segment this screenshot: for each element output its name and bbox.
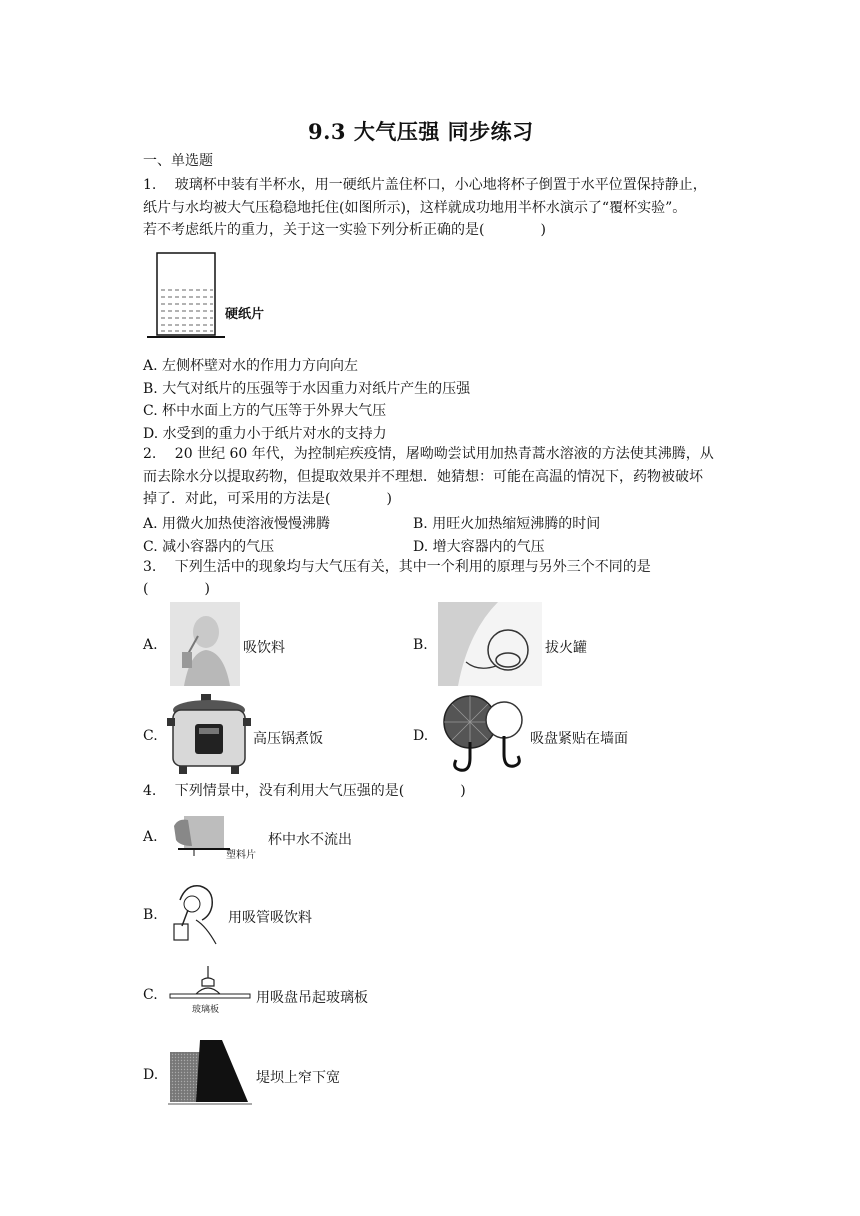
q3-option-c-text: 高压锅煮饭 (253, 731, 323, 747)
q4-option-d-letter: D. (143, 1067, 159, 1083)
drinking-person-image (170, 602, 240, 686)
q1-option-a: A. 左侧杯壁对水的作用力方向向左 (143, 358, 359, 374)
q3-option-c-letter: C. (143, 728, 158, 744)
cup-figure-label: 硬纸片 (225, 307, 265, 322)
q4-option-c-letter: C. (143, 987, 158, 1003)
suction-hook-image (440, 692, 528, 780)
page-title: 9.3 大气压强 同步练习 (308, 119, 534, 144)
q3-option-b-text: 拔火罐 (545, 640, 587, 656)
cupping-glass-image (438, 602, 542, 686)
q1-option-b: B. 大气对纸片的压强等于水因重力对纸片产生的压强 (143, 381, 471, 397)
q2-option-b: B. 用旺火加热缩短沸腾的时间 (413, 516, 601, 532)
q2-option-d: D. 增大容器内的气压 (413, 539, 545, 555)
q3-option-d-text: 吸盘紧贴在墙面 (530, 731, 628, 747)
glass-plate-label: 玻璃板 (192, 1005, 220, 1015)
q4-option-b-letter: B. (143, 907, 158, 923)
cup-figure (143, 250, 273, 342)
q3-option-b-letter: B. (413, 637, 428, 653)
q3-line-1: 3. 下列生活中的现象均与大气压有关，其中一个利用的原理与另外三个不同的是 (143, 559, 651, 575)
q1-option-c: C. 杯中水面上方的气压等于外界大气压 (143, 403, 387, 419)
q3-line-2: ( ) (143, 581, 210, 597)
q4-option-b-text: 用吸管吸饮料 (228, 910, 312, 926)
q2-line-1: 2. 20 世纪 60 年代，为控制疟疾疫情，屠呦呦尝试用加热青蒿水溶液的方法使其沸腾，从 (143, 446, 714, 462)
pressure-cooker-image (167, 692, 251, 778)
q1-line-1: 1. 玻璃杯中装有半杯水，用一硬纸片盖住杯口，小心地将杯子倒置于水平位置保持静止， (143, 177, 707, 193)
q1-line-3: 若不考虑纸片的重力，关于这一实验下列分析正确的是( ) (143, 222, 546, 238)
q4-option-a-letter: A. (143, 829, 158, 845)
cup-plastic-sheet-image (170, 812, 234, 858)
q4-option-c-text: 用吸盘吊起玻璃板 (256, 990, 368, 1006)
q2-line-2: 而去除水分以提取药物，但提取效果并不理想．她猜想：可能在高温的情况下，药物被破坏 (143, 469, 703, 485)
section-heading: 一、单选题 (143, 153, 213, 169)
q2-option-c: C. 减小容器内的气压 (143, 539, 275, 555)
q2-option-a: A. 用微火加热使溶液慢慢沸腾 (143, 516, 331, 532)
q3-option-a-text: 吸饮料 (243, 640, 285, 656)
q1-line-2: 纸片与水均被大气压稳稳地托住(如图所示)，这样就成功地用半杯水演示了“覆杯实验”。 (143, 200, 687, 216)
straw-drinking-image (166, 880, 226, 946)
q4-option-a-text: 杯中水不流出 (268, 832, 352, 848)
plastic-sheet-label: 塑料片 (226, 850, 256, 861)
q2-line-3: 掉了．对此，可采用的方法是( ) (143, 491, 392, 507)
q3-option-d-letter: D. (413, 728, 429, 744)
dam-image (168, 1038, 254, 1110)
q3-option-a-letter: A. (143, 637, 158, 653)
q4-option-d-text: 堤坝上窄下宽 (256, 1070, 340, 1086)
q1-option-d: D. 水受到的重力小于纸片对水的支持力 (143, 426, 387, 442)
q4-line: 4. 下列情景中，没有利用大气压强的是( ) (143, 783, 466, 799)
